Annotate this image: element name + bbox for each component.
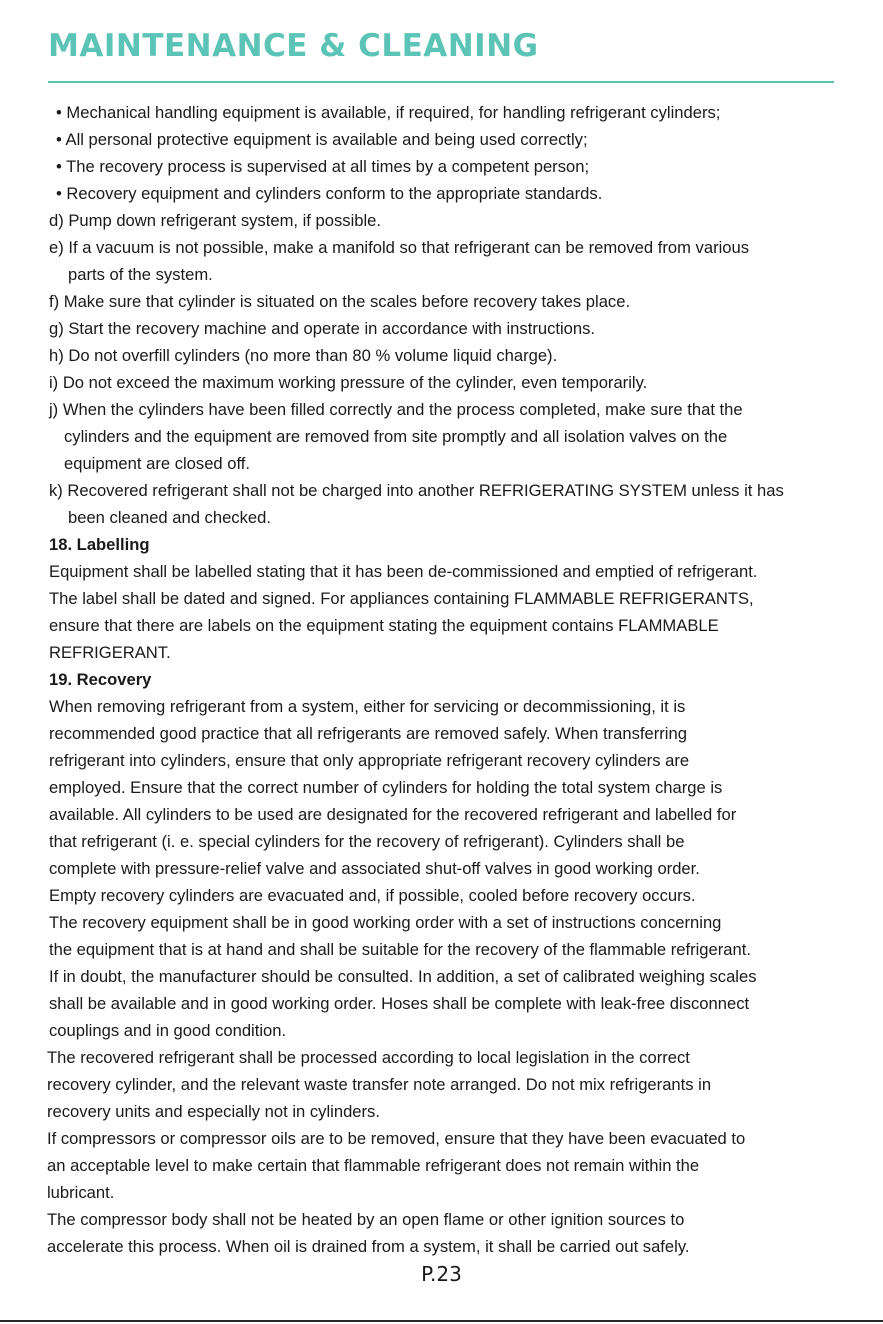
paragraph-line: REFRIGERANT. [49,643,171,662]
paragraph-line: Empty recovery cylinders are evacuated and, if possible, cooled before recovery occurs. [49,886,696,905]
title-divider [48,81,834,83]
step-line-cont: parts of the system. [68,265,213,284]
paragraph-line: If in doubt, the manufacturer should be consulted. In addition, a set of calibrated weighing scales [49,967,757,986]
step-line: i) Do not exceed the maximum working pressure of the cylinder, even temporarily. [49,373,648,392]
paragraph-line: available. All cylinders to be used are designated for the recovered refrigerant and labelled for [49,805,737,824]
paragraph-line: the equipment that is at hand and shall be suitable for the recovery of the flammable refrigerant. [49,940,751,959]
paragraph-line: lubricant. [47,1183,115,1202]
paragraph-line: recommended good practice that all refrigerants are removed safely. When transferring [49,724,687,743]
paragraph-line: complete with pressure-relief valve and associated shut-off valves in good working order. [49,859,700,878]
paragraph-line: The compressor body shall not be heated by an open flame or other ignition sources to [47,1210,685,1229]
bullet-line: • All personal protective equipment is available and being used correctly; [56,130,588,149]
paragraph-line: that refrigerant (i. e. special cylinders for the recovery of refrigerant). Cylinders shall be [49,832,685,851]
step-line-cont: equipment are closed off. [64,454,251,473]
step-line: d) Pump down refrigerant system, if possible. [49,211,382,230]
step-line: j) When the cylinders have been filled correctly and the process completed, make sure that the [49,400,743,419]
paragraph-line: recovery cylinder, and the relevant waste transfer note arranged. Do not mix refrigerants in [47,1075,712,1094]
bottom-divider [0,1320,883,1322]
paragraph-line: Equipment shall be labelled stating that it has been de-commissioned and emptied of refrigerant. [49,562,758,581]
step-line: f) Make sure that cylinder is situated on the scales before recovery takes place. [49,292,631,311]
step-line: k) Recovered refrigerant shall not be charged into another REFRIGERATING SYSTEM unless it has [49,481,784,500]
step-line: h) Do not overfill cylinders (no more than 80 % volume liquid charge). [49,346,558,365]
paragraph-line: The recovered refrigerant shall be processed according to local legislation in the correct [47,1048,690,1067]
page-number: P.23 [421,1262,462,1286]
paragraph-line: When removing refrigerant from a system, either for servicing or decommissioning, it is [49,697,686,716]
step-line: g) Start the recovery machine and operate in accordance with instructions. [49,319,596,338]
paragraph-line: refrigerant into cylinders, ensure that only appropriate refrigerant recovery cylinders are [49,751,690,770]
section-heading: 18. Labelling [49,535,150,554]
paragraph-line: ensure that there are labels on the equipment stating the equipment contains FLAMMABLE [49,616,719,635]
paragraph-line: The recovery equipment shall be in good working order with a set of instructions concerning [49,913,722,932]
paragraph-line: recovery units and especially not in cylinders. [47,1102,380,1121]
paragraph-line: an acceptable level to make certain that flammable refrigerant does not remain within the [47,1156,700,1175]
step-line-cont: cylinders and the equipment are removed from site promptly and all isolation valves on the [64,427,728,446]
step-line-cont: been cleaned and checked. [68,508,271,527]
paragraph-line: accelerate this process. When oil is drained from a system, it shall be carried out safely. [47,1237,690,1256]
bullet-line: • The recovery process is supervised at all times by a competent person; [56,157,590,176]
paragraph-line: shall be available and in good working order. Hoses shall be complete with leak-free disconnect [49,994,750,1013]
paragraph-line: The label shall be dated and signed. For appliances containing FLAMMABLE REFRIGERANTS, [49,589,754,608]
bullet-line: • Mechanical handling equipment is available, if required, for handling refrigerant cylinders; [56,103,721,122]
section-heading: 19. Recovery [49,670,152,689]
page-title: MAINTENANCE & CLEANING [48,28,539,64]
bullet-line: • Recovery equipment and cylinders conform to the appropriate standards. [56,184,603,203]
paragraph-line: If compressors or compressor oils are to be removed, ensure that they have been evacuated to [47,1129,746,1148]
paragraph-line: employed. Ensure that the correct number of cylinders for holding the total system charge is [49,778,723,797]
step-line: e) If a vacuum is not possible, make a manifold so that refrigerant can be removed from various [49,238,750,257]
paragraph-line: couplings and in good condition. [49,1021,287,1040]
